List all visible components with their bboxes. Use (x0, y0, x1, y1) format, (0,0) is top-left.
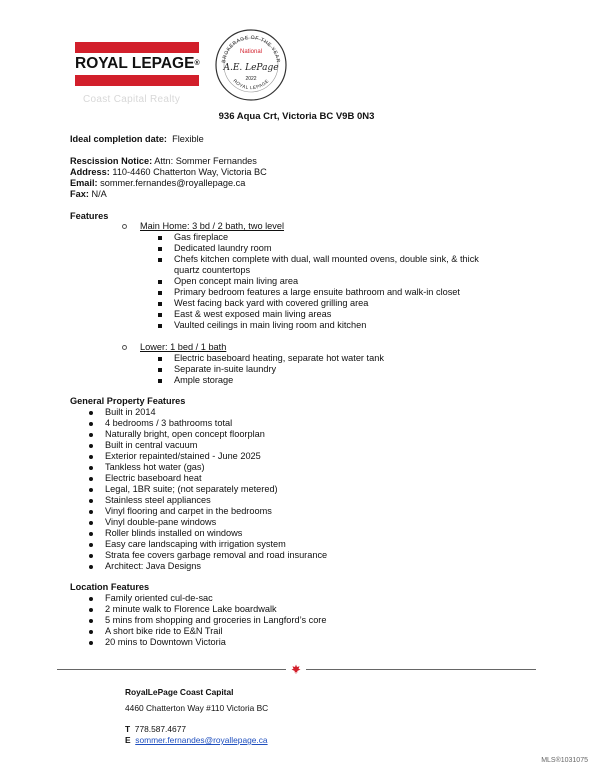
location-features-heading: Location Features (70, 582, 150, 592)
location-feature-item: 2 minute walk to Florence Lake boardwalk (105, 604, 277, 614)
location-feature-item: A short bike ride to E&N Trail (105, 626, 223, 636)
footer-phone-line: T 778.587.4677 (125, 724, 187, 734)
dot-bullet (89, 630, 93, 634)
rescission-email-line: Email: sommer.fernandes@royallepage.ca (70, 178, 246, 188)
square-bullet (158, 236, 162, 240)
general-feature-item: Stainless steel appliances (105, 495, 211, 505)
seal-year: 2022 (245, 76, 257, 82)
main-home-item: West facing back yard with covered grilling area (174, 298, 369, 308)
lower-item: Electric baseboard heating, separate hot water tank (174, 353, 384, 363)
general-feature-item: Built in central vacuum (105, 440, 198, 450)
square-bullet (158, 258, 162, 262)
mls-number: MLS®1031075 (541, 757, 588, 764)
completion-line: Ideal completion date: Flexible (70, 134, 204, 144)
ring-bullet (122, 345, 127, 350)
dot-bullet (89, 455, 93, 459)
main-home-label: Main Home: 3 bd / 2 bath, two level (140, 221, 285, 231)
main-home-item: Vaulted ceilings in main living room and kitchen (174, 320, 367, 330)
dot-bullet (89, 543, 93, 547)
footer-address: 4460 Chatterton Way #110 Victoria BC (125, 703, 269, 713)
dot-bullet (89, 608, 93, 612)
main-home-item: Primary bedroom features a large ensuite bathroom and walk-in closet (174, 287, 460, 297)
lower-item: Separate in-suite laundry (174, 364, 277, 374)
footer-email-line: E sommer.fernandes@royallepage.ca (125, 735, 268, 745)
dot-bullet (89, 510, 93, 514)
dot-bullet (89, 411, 93, 415)
rescission-address-line: Address: 110-4460 Chatterton Way, Victoria BC (70, 167, 267, 177)
general-feature-item: Legal, 1BR suite; (not separately metered) (105, 484, 278, 494)
square-bullet (158, 357, 162, 361)
footer-divider-left (57, 669, 286, 670)
lower-label: Lower: 1 bed / 1 bath (140, 342, 227, 352)
square-bullet (158, 291, 162, 295)
dot-bullet (89, 641, 93, 645)
general-feature-item: Vinyl double-pane windows (105, 517, 217, 527)
general-feature-item: Strata fee covers garbage removal and road insurance (105, 550, 328, 560)
dot-bullet (89, 554, 93, 558)
general-features-heading: General Property Features (70, 396, 186, 406)
dot-bullet (89, 433, 93, 437)
footer-email-link[interactable]: sommer.fernandes@royallepage.ca (135, 735, 268, 745)
dot-bullet (89, 532, 93, 536)
square-bullet (158, 280, 162, 284)
features-heading: Features (70, 211, 109, 221)
rescission-notice-line: Rescission Notice: Attn: Sommer Fernandes (70, 156, 257, 166)
general-feature-item: Easy care landscaping with irrigation system (105, 539, 286, 549)
general-feature-item: Architect: Java Designs (105, 561, 201, 571)
dot-bullet (89, 521, 93, 525)
dot-bullet (89, 422, 93, 426)
footer-divider-right (306, 669, 536, 670)
general-feature-item: Built in 2014 (105, 407, 156, 417)
general-feature-item: Electric baseboard heat (105, 473, 202, 483)
square-bullet (158, 313, 162, 317)
seal-national: National (239, 49, 263, 55)
logo-red-bar-bottom (75, 75, 199, 86)
general-feature-item: 4 bedrooms / 3 bathrooms total (105, 418, 233, 428)
property-address-title: 936 Aqua Crt, Victoria BC V9B 0N3 (218, 111, 375, 122)
dot-bullet (89, 597, 93, 601)
square-bullet (158, 324, 162, 328)
general-feature-item: Exterior repainted/stained - June 2025 (105, 451, 261, 461)
dot-bullet (89, 466, 93, 470)
location-feature-item: 5 mins from shopping and groceries in Langford’s core (105, 615, 327, 625)
seal-arc-top: BROKERAGE OF THE YEAR (221, 34, 281, 64)
main-home-item: Gas fireplace (174, 232, 229, 242)
location-feature-item: 20 mins to Downtown Victoria (105, 637, 226, 647)
square-bullet (158, 247, 162, 251)
dot-bullet (89, 499, 93, 503)
square-bullet (158, 302, 162, 306)
main-home-item: Open concept main living area (174, 276, 299, 286)
footer-company: RoyalLePage Coast Capital (125, 687, 234, 697)
rescission-fax-line: Fax: N/A (70, 189, 107, 199)
brokerage-of-the-year-seal (214, 28, 288, 102)
dot-bullet (89, 619, 93, 623)
royal-lepage-logo (75, 42, 203, 106)
seal-arc-bottom: ROYAL LEPAGE (232, 78, 270, 91)
seal-signature: A.E. LePage (223, 63, 279, 73)
logo-text: ROYAL LEPAGE® (75, 55, 200, 72)
main-home-item-continued: quartz countertops (174, 265, 251, 275)
main-home-item: Chefs kitchen complete with dual, wall mounted ovens, double sink, & thick (174, 254, 479, 264)
dot-bullet (89, 488, 93, 492)
general-feature-item: Roller blinds installed on windows (105, 528, 243, 538)
ring-bullet (122, 224, 127, 229)
dot-bullet (89, 477, 93, 481)
logo-subtitle: Coast Capital Realty (83, 94, 181, 105)
general-feature-item: Tankless hot water (gas) (105, 462, 205, 472)
dot-bullet (89, 565, 93, 569)
main-home-item: East & west exposed main living areas (174, 309, 332, 319)
square-bullet (158, 368, 162, 372)
general-feature-item: Naturally bright, open concept floorplan (105, 429, 265, 439)
general-feature-item: Vinyl flooring and carpet in the bedrooms (105, 506, 272, 516)
maple-leaf-icon (291, 664, 301, 674)
lower-item: Ample storage (174, 375, 234, 385)
location-feature-item: Family oriented cul-de-sac (105, 593, 213, 603)
main-home-item: Dedicated laundry room (174, 243, 272, 253)
dot-bullet (89, 444, 93, 448)
logo-red-bar-top (75, 42, 199, 53)
square-bullet (158, 379, 162, 383)
